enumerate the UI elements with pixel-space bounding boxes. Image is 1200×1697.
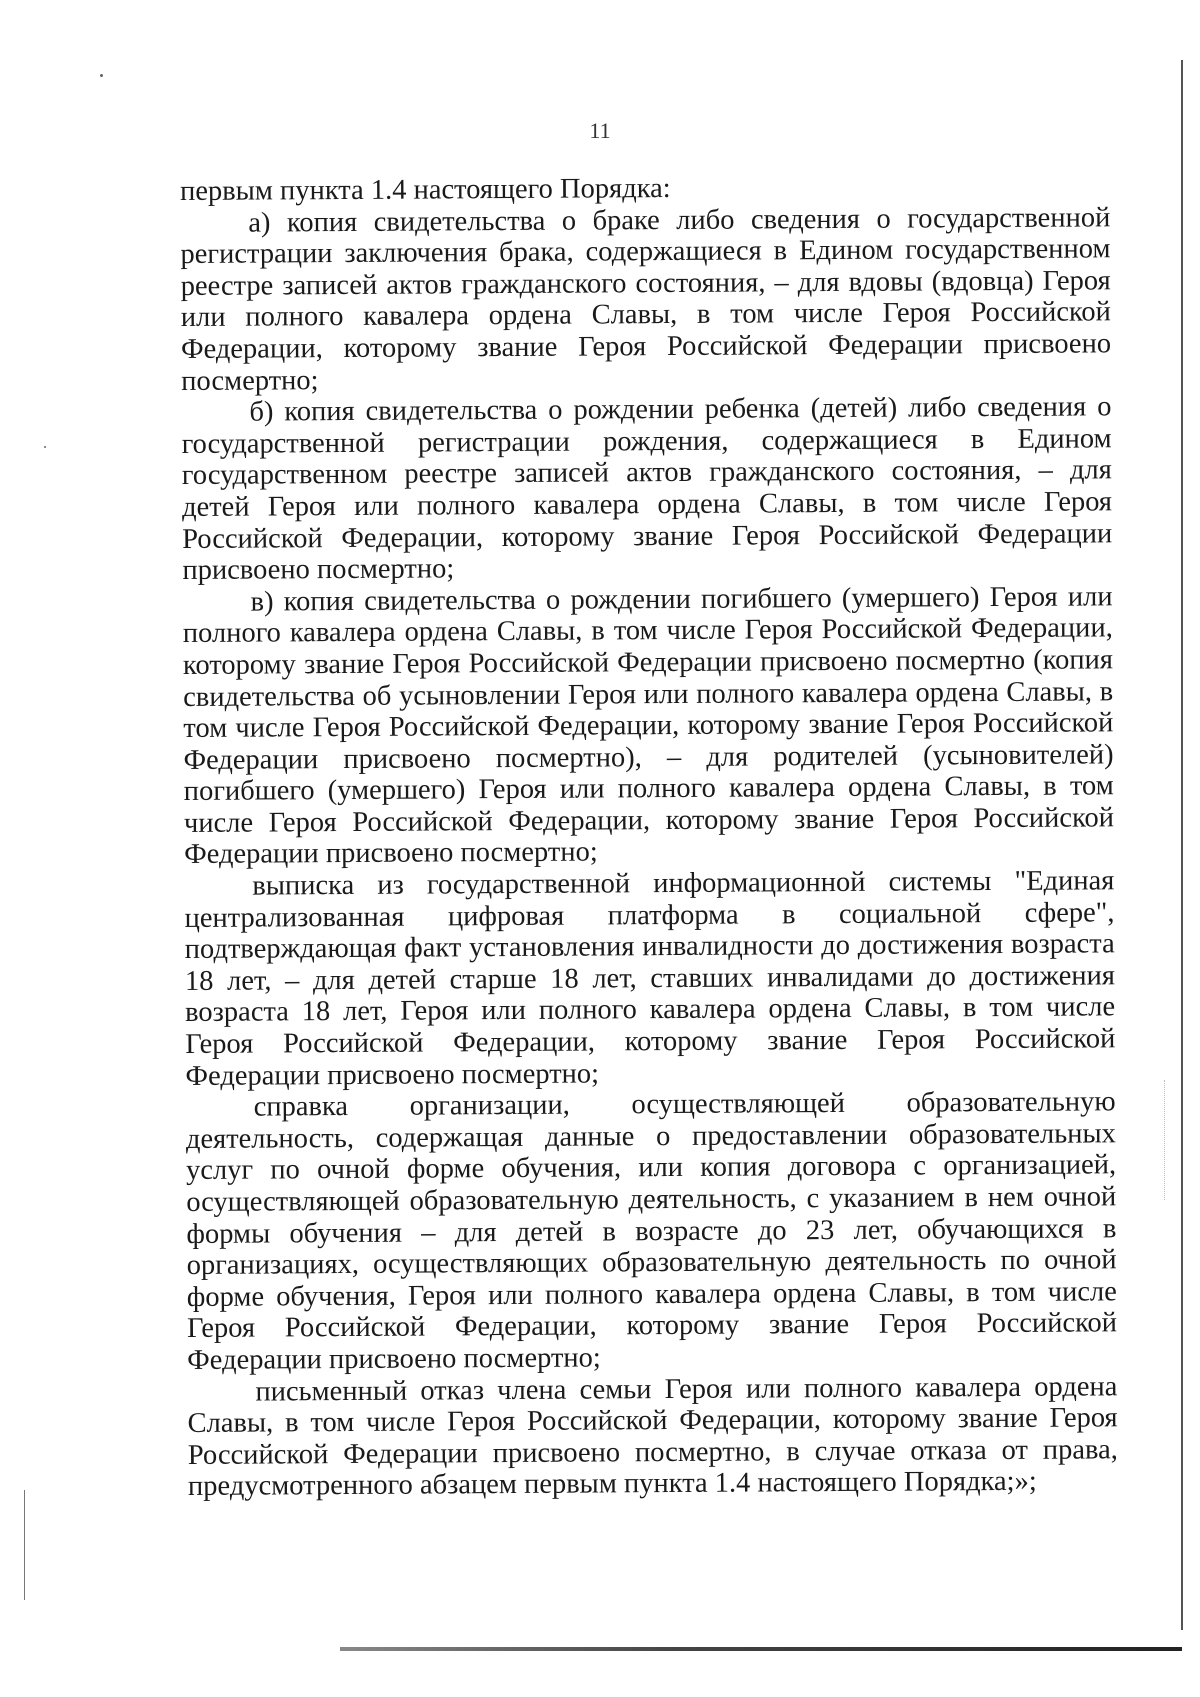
scan-bottom-edge <box>340 1647 1182 1651</box>
paragraph-item-a: а) копия свидетельства о браке либо сведения о государственной регистрации заключения брака, содержащиеся в Едином государственном реестре записей актов гражданского состояния, – для вдовы (вдовца) Героя или полного кавалера ордена Славы, в том числе Героя Российской Федерации, которому звание Героя Российской Федерации присвоено посмертно; <box>180 201 1112 397</box>
paragraph-continuation: первым пункта 1.4 настоящего Порядка: <box>180 173 671 207</box>
scan-faint-marks <box>1164 1080 1166 1200</box>
paragraph-item-v: в) копия свидетельства о рождении погибшего (умершего) Героя или полного кавалера ордена Славы, в том числе Героя Российской Федерации, которому звание Героя Российской Федерации присвоено посмертно (копия свидетельства об усыновлении Героя или полного кавалера ордена Славы, в том числе Героя Российской Федерации, которому звание Героя Российской Федерации присвоено посмертно), – для родителей (усыновителей) погибшего (умершего) Героя или полного кавалера ордена Славы, в том числе Героя Российской Федерации, которому звание Героя Российской Федерации присвоено посмертно; <box>182 581 1115 871</box>
paragraph-refusal: письменный отказ члена семьи Героя или полного кавалера ордена Славы, в том числе Героя Российской Федерации, которому звание Героя Российской Федерации присвоено посмертно, в случае отказа от права, предусмотренного абзацем первым пункта 1.4 настоящего Порядка;»; <box>187 1370 1118 1503</box>
paragraph-item-b: б) копия свидетельства о рождении ребенка (детей) либо сведения о государственной регистрации рождения, содержащиеся в Едином государственном реестре записей актов гражданского состояния, – для детей Героя или полного кавалера ордена Славы, в том числе Героя Российской Федерации, которому звание Героя Российской Федерации присвоено посмертно; <box>181 391 1113 587</box>
paragraph-extract: выписка из государственной информационной системы "Единая централизованная цифровая платформа в социальной сфере", подтверждающая факт установления инвалидности до достижения возраста 18 лет, – для детей старше 18 лет, ставших инвалидами до достижения возраста 18 лет, Героя или полного кавалера ордена Славы, в том числе Героя Российской Федерации, которому звание Героя Российской Федерации присвоено посмертно; <box>184 865 1116 1092</box>
scan-speck <box>100 74 103 77</box>
paragraph-certificate: справка организации, осуществляющей образовательную деятельность, содержащая данные о предоставлении образовательных услуг по очной форме обучения, или копия договора с организацией, осуществляющей образовательную деятельность, с указанием в нем очной формы обучения – для детей в возрасте до 23 лет, обучающихся в организациях, осуществляющих образовательную деятельность по очной форме обучения, Героя или полного кавалера ордена Славы, в том числе Героя Российской Федерации, которому звание Героя Российской Федерации присвоено посмертно; <box>185 1086 1118 1376</box>
scan-speck <box>44 446 46 448</box>
page-number: 11 <box>589 118 611 143</box>
scan-left-mark <box>24 1490 25 1600</box>
scan-right-edge <box>1181 60 1183 1630</box>
document-body <box>180 170 1118 1503</box>
